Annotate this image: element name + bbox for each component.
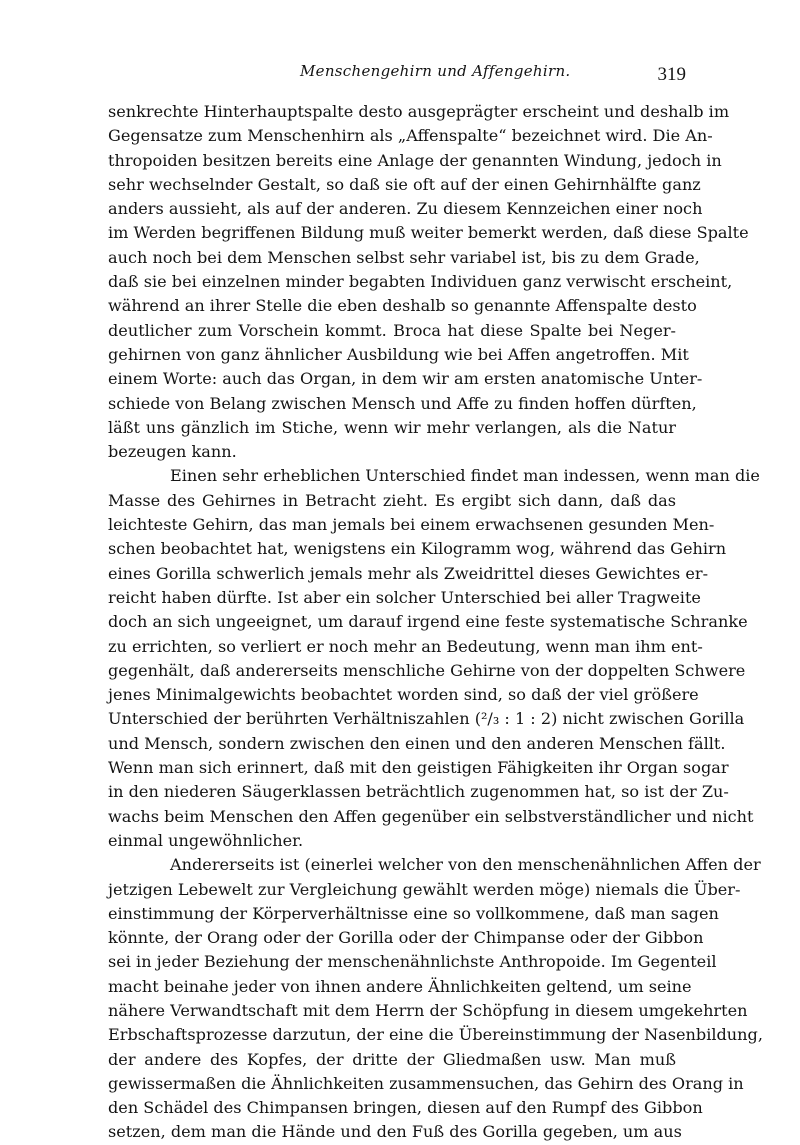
text-line: Masse des Gehirnes in Betracht zieht. Es ergibt sich dann, daß das bbox=[108, 490, 676, 510]
text-line: daß sie bei einzelnen minder begabten Individuen ganz verwischt erscheint, bbox=[108, 272, 733, 292]
text-line: den Schädel des Chimpansen bringen, diesen auf den Rumpf des Gibbon bbox=[108, 1098, 703, 1118]
text-line: thropoiden besitzen bereits eine Anlage der genannten Windung, jedoch in bbox=[108, 150, 722, 170]
text-line: könnte, der Orang oder der Gorilla oder der Chimpanse oder der Gibbon bbox=[108, 928, 704, 948]
text-line: einem Worte: auch das Organ, in dem wir am ersten anatomische Unter- bbox=[108, 369, 703, 389]
text-line: Andererseits ist (einerlei welcher von den menschenähnlichen Affen der bbox=[170, 855, 761, 875]
text-line: bezeugen kann. bbox=[108, 442, 237, 462]
text-line: gewissermaßen die Ähnlichkeiten zusammensuchen, das Gehirn des Orang in bbox=[108, 1073, 744, 1093]
text-line: senkrechte Hinterhauptspalte desto ausgeprägter erscheint und deshalb im bbox=[108, 102, 730, 121]
paragraph bbox=[108, 100, 749, 464]
text-line: einmal ungewöhnlicher. bbox=[108, 830, 304, 850]
text-line: gegenhält, daß andererseits menschliche Gehirne von der doppelten Schwere bbox=[108, 660, 746, 680]
running-title: Menschengehirn und Affengehirn. bbox=[300, 62, 571, 80]
text-line: anders aussieht, als auf der anderen. Zu diesem Kennzeichen einer noch bbox=[108, 199, 703, 219]
text-line: schen beobachtet hat, wenigstens ein Kilogramm wog, während das Gehirn bbox=[108, 539, 727, 559]
text-line: zu errichten, so verliert er noch mehr an Bedeutung, wenn man ihm ent- bbox=[108, 636, 703, 656]
text-line: sehr wechselnder Gestalt, so daß sie oft auf der einen Gehirnhälfte ganz bbox=[108, 174, 701, 194]
text-line: einstimmung der Körperverhältnisse eine so vollkommene, daß man sagen bbox=[108, 903, 719, 923]
text-line: macht beinahe jeder von ihnen andere Ähnlichkeiten geltend, um seine bbox=[108, 976, 692, 996]
text-line: und Mensch, sondern zwischen den einen und den anderen Menschen fällt. bbox=[108, 733, 726, 753]
text-line: Gegensatze zum Menschenhirn als „Affenspalte“ bezeichnet wird. Die An- bbox=[108, 126, 713, 146]
text-line: setzen, dem man die Hände und den Fuß des Gorilla gegeben, um aus bbox=[108, 1122, 682, 1142]
body-text bbox=[108, 100, 763, 1145]
text-line: doch an sich ungeeignet, um darauf irgend eine feste systematische Schranke bbox=[108, 612, 748, 632]
text-line: reicht haben dürfte. Ist aber ein solcher Unterschied bei aller Tragweite bbox=[108, 587, 701, 607]
paragraph bbox=[108, 853, 763, 1145]
text-line: Unterschied der berührten Verhältniszahlen (²/₃ : 1 : 2) nicht zwischen Gorilla bbox=[108, 709, 745, 729]
text-line: eines Gorilla schwerlich jemals mehr als Zweidrittel dieses Gewichtes er- bbox=[108, 563, 709, 583]
text-line: jenes Minimalgewichts beobachtet worden sind, so daß der viel größere bbox=[108, 685, 699, 705]
text-line: jetzigen Lebewelt zur Vergleichung gewählt werden möge) niemals die Über- bbox=[108, 879, 741, 899]
text-line: Einen sehr erheblichen Unterschied findet man indessen, wenn man die bbox=[170, 466, 760, 486]
text-line: sei in jeder Beziehung der menschenähnlichste Anthropoide. Im Gegenteil bbox=[108, 952, 717, 972]
text-line: wachs beim Menschen den Affen gegenüber ein selbstverständlicher und nicht bbox=[108, 806, 754, 826]
text-line: läßt uns gänzlich im Stiche, wenn wir mehr verlangen, als die Natur bbox=[108, 417, 676, 437]
text-line: leichteste Gehirn, das man jemals bei einem erwachsenen gesunden Men- bbox=[108, 515, 715, 535]
text-line: deutlicher zum Vorschein kommt. Broca hat diese Spalte bei Neger- bbox=[108, 320, 676, 340]
text-line: Erbschaftsprozesse darzutun, der eine die Übereinstimmung der Nasenbildung, bbox=[108, 1025, 763, 1045]
text-line: während an ihrer Stelle die eben deshalb so genannte Affenspalte desto bbox=[108, 296, 697, 316]
text-line: auch noch bei dem Menschen selbst sehr variabel ist, bis zu dem Grade, bbox=[108, 247, 700, 267]
text-line: gehirnen von ganz ähnlicher Ausbildung wie bei Affen angetroffen. Mit bbox=[108, 344, 689, 364]
page-number: 319 bbox=[657, 64, 686, 85]
text-line: in den niederen Säugerklassen beträchtlich zugenommen hat, so ist der Zu- bbox=[108, 782, 729, 802]
text-line: im Werden begriffenen Bildung muß weiter bemerkt werden, daß diese Spalte bbox=[108, 223, 749, 243]
text-line: nähere Verwandtschaft mit dem Herrn der Schöpfung in diesem umgekehrten bbox=[108, 1000, 748, 1020]
text-line: der andere des Kopfes, der dritte der Gliedmaßen usw. Man muß bbox=[108, 1049, 676, 1069]
paragraph bbox=[108, 464, 760, 853]
text-line: Wenn man sich erinnert, daß mit den geistigen Fähigkeiten ihr Organ sogar bbox=[108, 758, 729, 778]
text-line: schiede von Belang zwischen Mensch und Affe zu finden hoffen dürften, bbox=[108, 393, 697, 413]
